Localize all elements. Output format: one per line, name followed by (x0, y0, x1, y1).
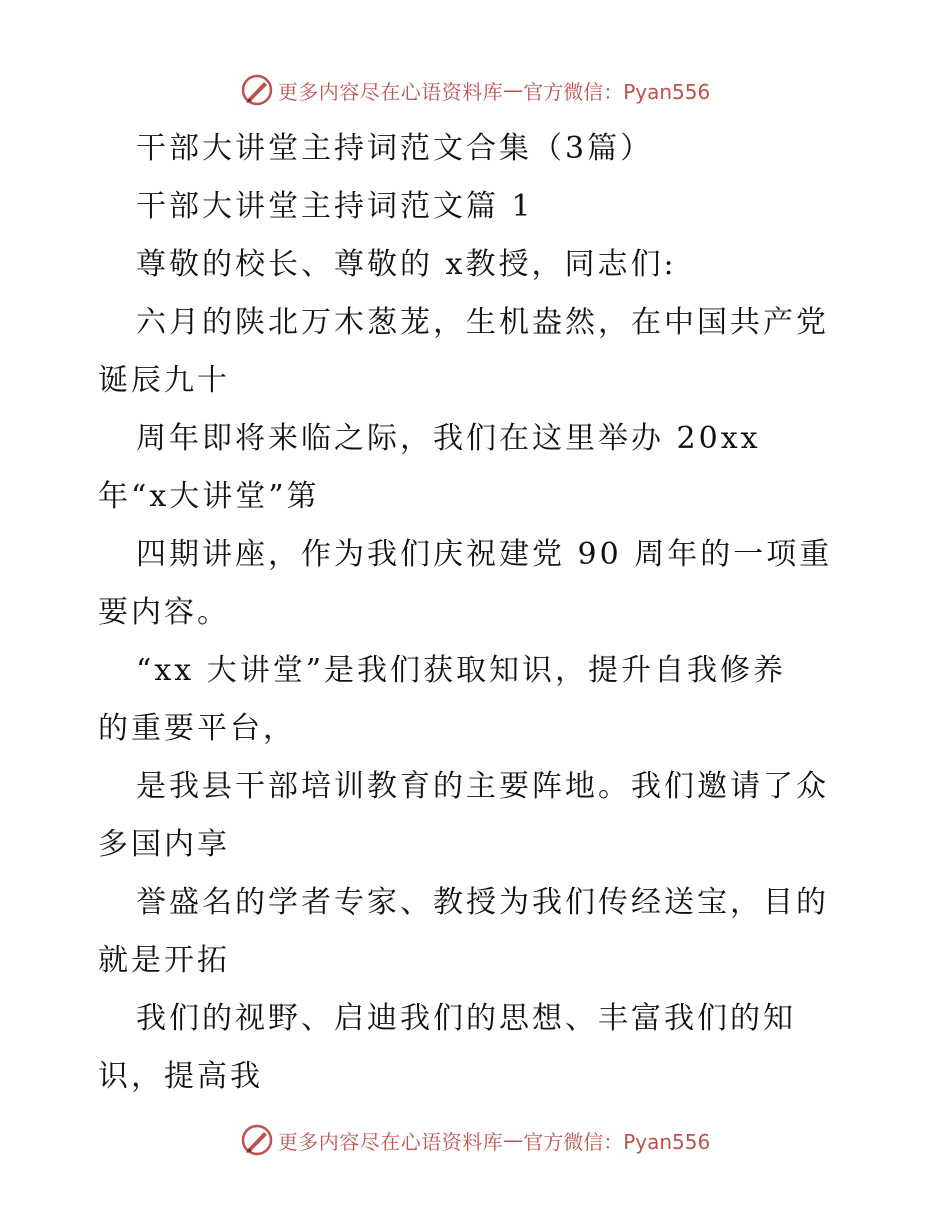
header-banner (0, 72, 950, 108)
text-line: 多国内享 (98, 827, 230, 862)
text-line: 诞辰九十 (98, 363, 230, 398)
banner-wechat: 官方微信：Pyan556 (523, 1129, 711, 1154)
quill-pen-icon (240, 1123, 274, 1157)
banner-title: 更多内容尽在心语资料库 (277, 1129, 504, 1154)
text-line: 年“x大讲堂”第 (98, 479, 320, 514)
text-line: 六月的陕北万木葱茏，生机盎然，在中国共产党 (136, 305, 829, 340)
banner-wechat: 官方微信：Pyan556 (523, 79, 711, 104)
text-line: 周年即将来临之际，我们在这里举办 20xx (136, 421, 761, 456)
text-line: 就是开拓 (98, 943, 230, 978)
text-line: 誉盛名的学者专家、教授为我们传经送宝，目的 (136, 885, 829, 920)
text-line: 识，提高我 (98, 1059, 263, 1094)
document-body (98, 120, 858, 1106)
banner-dash: — (503, 78, 524, 102)
text-line: 我们的视野、启迪我们的思想、丰富我们的知 (136, 1001, 796, 1036)
salutation: 尊敬的校长、尊敬的 x教授，同志们: (136, 247, 677, 282)
text-line: 是我县干部培训教育的主要阵地。我们邀请了众 (136, 769, 829, 804)
text-line: 四期讲座，作为我们庆祝建党 90 周年的一项重 (136, 537, 833, 572)
text-line: 的重要平台， (98, 711, 296, 746)
text-line: 要内容。 (98, 595, 230, 630)
section-heading: 干部大讲堂主持词范文篇 1 (136, 189, 534, 224)
footer-banner (0, 1122, 950, 1158)
document-title: 干部大讲堂主持词范文合集（3篇） (136, 131, 654, 166)
banner-title: 更多内容尽在心语资料库 (277, 79, 504, 104)
quill-pen-icon (240, 73, 274, 107)
banner-dash: — (503, 1128, 524, 1152)
text-line: “xx 大讲堂”是我们获取知识，提升自我修养 (136, 653, 787, 688)
